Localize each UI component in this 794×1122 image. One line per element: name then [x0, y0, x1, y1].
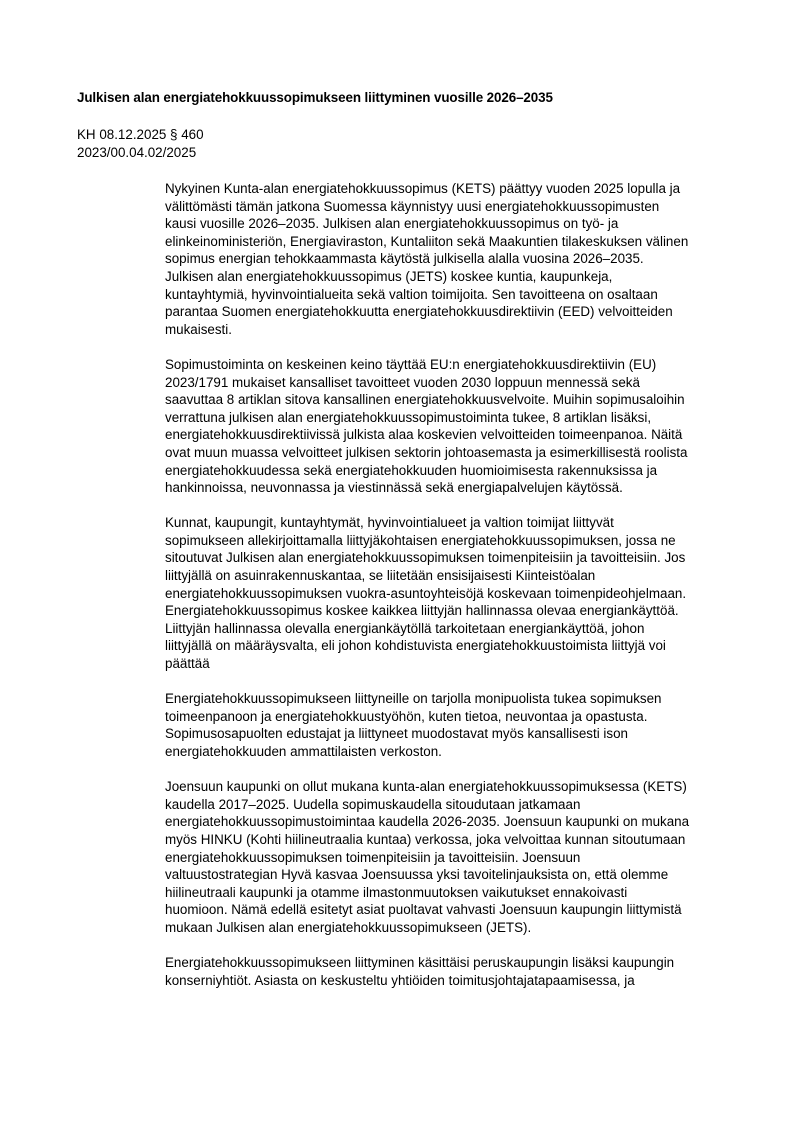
paragraph-line: Nykyinen Kunta-alan energiatehokkuussopimus (KETS) päättyy vuoden 2025 lopulla ja	[165, 181, 681, 196]
paragraph-line: energiatehokkuussopimuksen vuokra-asuntoyhteisöjä koskevaan toimenpideohjelmaan.	[165, 585, 687, 601]
paragraph-line: valtuustostrategian Hyvä kasvaa Joensuussa yksi tavoitelinjauksista on, että olemme	[165, 867, 669, 883]
paragraph-line: parantaa Suomen energiatehokkuutta energiatehokkuusdirektiivin (EED) velvoitteiden	[165, 304, 673, 320]
paragraph-line: hiilineutraali kaupunki ja otamme ilmastonmuutoksen vaikutukset ennakoivasti	[165, 884, 628, 900]
paragraph-line: ovat muun muassa velvoitteet julkisen sektorin johtoasemasta ja esimerkillisestä roolista	[165, 444, 688, 460]
paragraph-line: Sopimusosapuolten edustajat ja liittyneet muodostavat myös kansallisesti ison	[165, 726, 628, 742]
paragraph-line: verrattuna julkisen alan energiatehokkuussopimustoiminta tukee, 8 artiklan lisäksi,	[165, 409, 652, 425]
paragraph-line: liittyjällä on määräysvalta, eli johon kohdistuvista energiatehokkuustoimista liittyjä voi	[165, 638, 666, 654]
paragraph-line: toimeenpanoon ja energiatehokkuustyöhön, kuten tietoa, neuvontaa ja opastusta.	[165, 708, 648, 724]
paragraph-line: liittyjällä on asuinrakennuskantaa, se liitetään ensisijaisesti Kiinteistöalan	[165, 568, 596, 584]
paragraph-line: Energiatehokkuussopimukseen liittyneille on tarjolla monipuolista tukea sopimuksen	[165, 691, 662, 707]
paragraph-line: Joensuun kaupunki on ollut mukana kunta-alan energiatehokkuussopimuksessa (KETS)	[165, 779, 687, 795]
paragraph-line: Energiatehokkuussopimukseen liittyminen käsittäisi peruskaupungin lisäksi kaupungin	[165, 955, 675, 971]
body-paragraph	[165, 690, 745, 760]
paragraph-line: mukaan Julkisen alan energiatehokkuussopimukseen (JETS).	[165, 919, 532, 935]
paragraph-line: sopimus energian tehokkaammasta käytöstä julkisella alalla vuosina 2026–2035.	[165, 251, 644, 267]
paragraph-line: energiatehokkuussopimustoimintaa kaudella 2026-2035. Joensuun kaupunki on mukana	[165, 814, 690, 830]
paragraph-line: hankinnoissa, neuvonnassa ja viestinnässä sekä energiapalvelujen käytössä.	[165, 480, 623, 496]
paragraph-line: sopimukseen allekirjoittamalla liittyjäkohtaisen energiatehokkuussopimuksen, jossa ne	[165, 532, 676, 548]
meeting-reference: KH 08.12.2025 § 460	[77, 127, 204, 142]
paragraph-line: mukaisesti.	[165, 321, 232, 337]
body-paragraph	[165, 356, 745, 497]
paragraph-line: huomioon. Nämä edellä esitetyt asiat puoltavat vahvasti Joensuun kaupungin liittymistä	[165, 902, 682, 918]
document-title: Julkisen alan energiatehokkuussopimukseen liittyminen vuosille 2026–2035	[77, 90, 553, 105]
document-body	[165, 180, 745, 1007]
paragraph-line: saavuttaa 8 artiklan sitova kansallinen energiatehokkuusvelvoite. Muihin sopimusaloihin	[165, 392, 685, 408]
paragraph-line: Sopimustoiminta on keskeinen keino täyttää EU:n energiatehokkuusdirektiivin (EU)	[165, 356, 657, 372]
paragraph-line: Liittyjän hallinnassa olevalla energiankäytöllä tarkoitetaan energiankäyttöä, johon	[165, 620, 645, 636]
paragraph-line: Kunnat, kaupungit, kuntayhtymät, hyvinvointialueet ja valtion toimijat liittyvät	[165, 515, 614, 531]
paragraph-line: energiatehokkuuden ammattilaisten verkoston.	[165, 744, 442, 759]
paragraph-line: myös HINKU (Kohti hiilineutraalia kuntaa) verkossa, joka velvoittaa kunnan sitoutumaan	[165, 831, 686, 847]
paragraph-line: kaudella 2017–2025. Uudella sopimuskaudella sitoudutaan jatkamaan	[165, 796, 581, 812]
body-paragraph	[165, 954, 745, 989]
paragraph-line: energiatehokkuussopimuksen toimenpiteisiin ja tavoitteisiin. Joensuun	[165, 849, 581, 865]
paragraph-line: Energiatehokkuussopimus koskee kaikkea liittyjän hallinnassa olevaa energiankäyttöä.	[165, 603, 679, 619]
paragraph-line: sitoutuvat Julkisen alan energiatehokkuussopimuksen toimenpiteisiin ja tavoitteisiin. Jos	[165, 550, 686, 566]
body-paragraph	[165, 778, 745, 936]
body-paragraph	[165, 180, 745, 338]
paragraph-line: energiatehokkuudessa sekä energiatehokkuuden huomioimisesta rakennuksissa ja	[165, 462, 658, 478]
paragraph-line: kausi vuosille 2026–2035. Julkisen alan energiatehokkuussopimus on työ- ja	[165, 216, 619, 232]
paragraph-line: kuntayhtymiä, hyvinvointialueita sekä valtion toimijoita. Sen tavoitteena on osaltaan	[165, 286, 658, 302]
case-number: 2023/00.04.02/2025	[77, 145, 197, 160]
paragraph-line: energiatehokkuusdirektiivissä julkista alaa koskevien velvoitteiden toimeenpanoa. Näitä	[165, 427, 683, 443]
paragraph-line: Julkisen alan energiatehokkuussopimus (JETS) koskee kuntia, kaupunkeja,	[165, 268, 613, 284]
paragraph-line: 2023/1791 mukaiset kansalliset tavoitteet vuoden 2030 loppuun mennessä sekä	[165, 374, 640, 390]
paragraph-line: elinkeinoministeriön, Energiaviraston, Kuntaliiton sekä Maakuntien tilakeskuksen välinen	[165, 233, 689, 249]
paragraph-line: konserniyhtiöt. Asiasta on keskusteltu yhtiöiden toimitusjohtajatapaamisessa, ja	[165, 972, 635, 988]
document-metadata	[77, 126, 204, 162]
paragraph-line: välittömästi tämän jatkona Suomessa käynnistyy uusi energiatehokkuussopimusten	[165, 198, 660, 214]
paragraph-line: päättää	[165, 656, 210, 672]
body-paragraph	[165, 514, 745, 672]
